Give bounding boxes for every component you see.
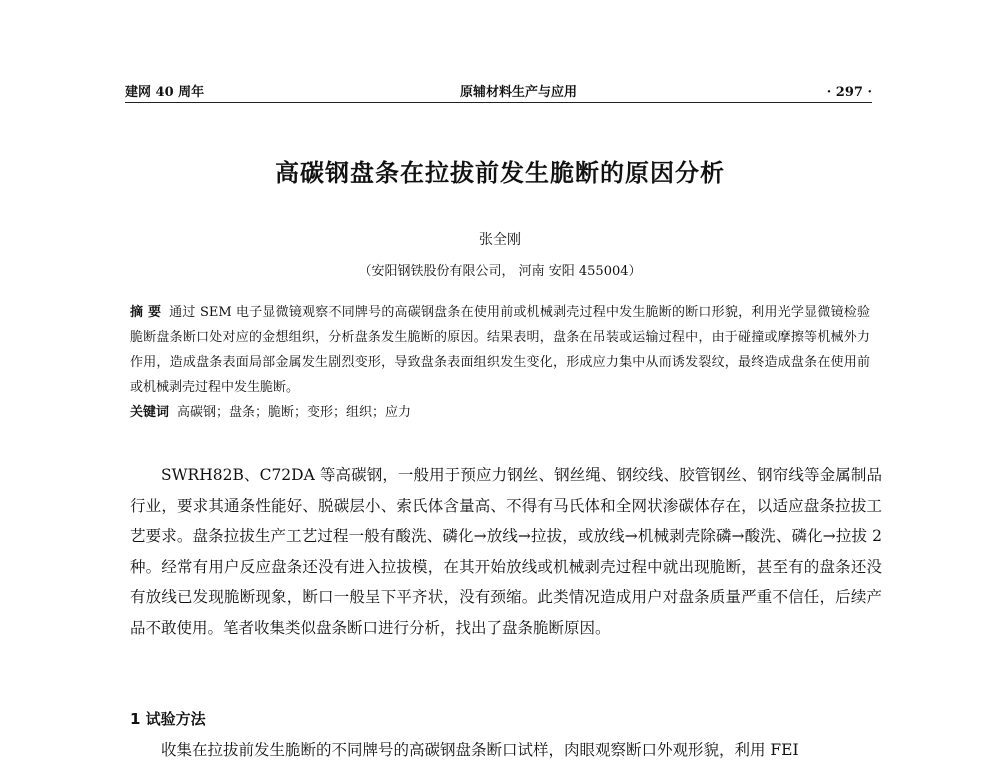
abstract-label: 摘 要: [130, 305, 162, 320]
header-journal-section: 原辅材料生产与应用: [460, 85, 578, 100]
page-number: · 297 ·: [826, 85, 872, 100]
keywords-label: 关键词: [130, 405, 170, 420]
keywords-text: 高碳钢；盘条；脆断；变形；组织；应力: [177, 405, 412, 420]
section-heading: 1 试验方法: [130, 710, 206, 728]
abstract-text: 通过 SEM 电子显微镜观察不同牌号的高碳钢盘条在使用前或机械剥壳过程中发生脆断的断口形貌，利用光学显微镜检验脆断盘条断口处对应的金想组织，分析盘条发生脆断的原因。结果表明，盘条在吊装或运输过程中，由于碰撞或摩擦等机械外力作用，造成盘条表面局部金属发生剧烈变形，导致盘条表面组织发生变化，形成应力集中从而诱发裂纹，最终造成盘条在使用前或机械剥壳过程中发生脆断。: [130, 305, 870, 395]
abstract-block: [130, 300, 870, 425]
section1-body: [130, 735, 882, 765]
keywords: [130, 400, 870, 425]
intro-paragraph: SWRH82B、C72DA 等高碳钢，一般用于预应力钢丝、钢丝绳、钢绞线、胶管钢丝、钢帘线等金属制品行业，要求其通条性能好、脱碳层小、索氏体含量高、不得有马氏体和全网状渗碳体存在，以适应盘条拉拔工艺要求。盘条拉拔生产工艺过程一般有酸洗、磷化→放线→拉拔，或放线→机械剥壳除磷→酸洗、磷化→拉拔 2 种。经常有用户反应盘条还没有进入拉拔模，在其开始放线或机械剥壳过程中就出现脆断，甚至有的盘条还没有放线已发现脆断现象，断口一般呈下平齐状，没有颈缩。此类情况造成用户对盘条质量严重不信任，后续产品不敢使用。笔者收集类似盘条断口进行分析，找出了盘条脆断原因。: [130, 466, 882, 637]
header-left: 建网 40 周年: [125, 85, 205, 100]
affiliation: （安阳钢铁股份有限公司， 河南 安阳 455004）: [358, 264, 642, 279]
abstract: [130, 300, 870, 400]
section1-paragraph: 收集在拉拔前发生脆断的不同牌号的高碳钢盘条断口试样，肉眼观察断口外观形貌，利用 FEI: [161, 741, 799, 759]
running-header: [125, 78, 872, 103]
author: 张全刚: [479, 232, 521, 248]
intro-section: [130, 460, 882, 643]
paper-title: 高碳钢盘条在拉拔前发生脆断的原因分析: [275, 159, 725, 187]
